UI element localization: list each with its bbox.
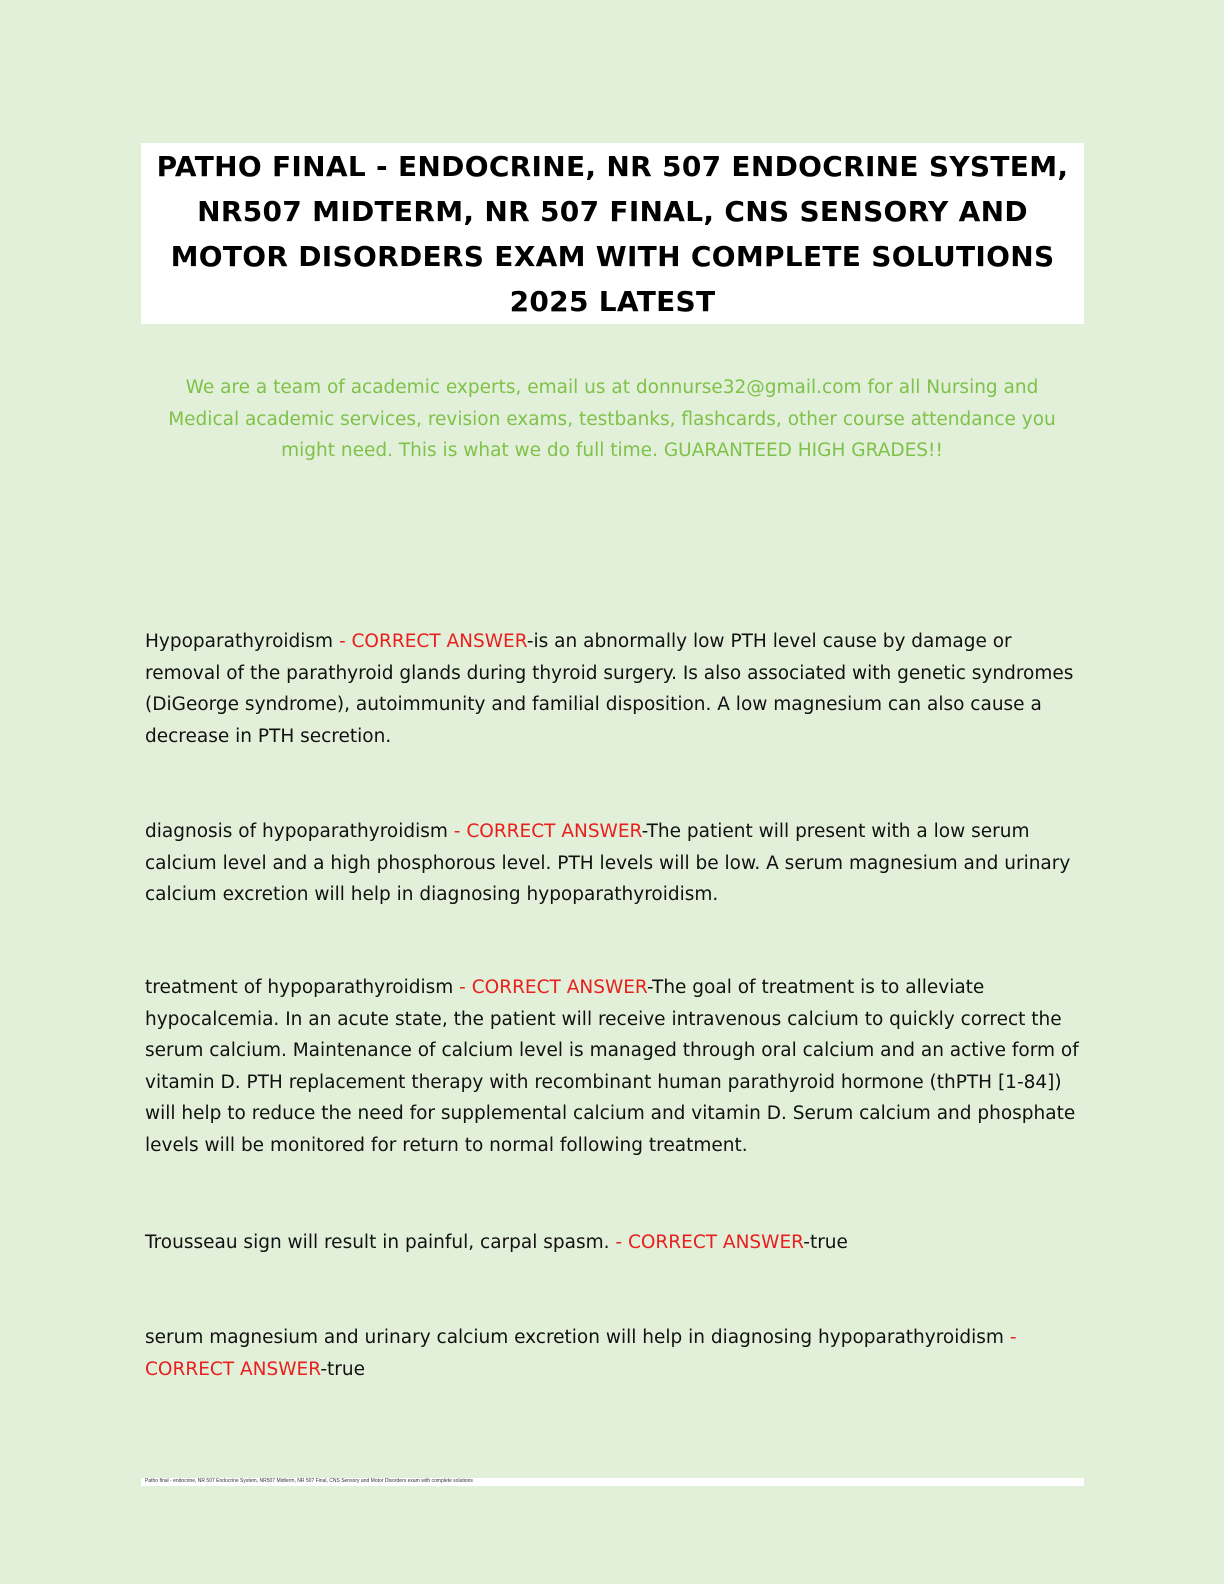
- correct-answer-marker: - CORRECT ANSWER: [333, 631, 527, 652]
- answer-text: -The goal of treatment is to alleviate hypocalcemia. In an acute state, the patient will receive intravenous calcium to quickly correct the serum calcium. Maintenance of calcium level is managed through oral calcium and an active form of vitamin D. PTH replacement therapy with recombinant human parathyroid hormone (thPTH [1-84]) will help to reduce the need for supplemental calcium and vitamin D. Serum calcium and phosphate levels will be monitored for return to normal following treatment.: [145, 977, 1079, 1156]
- promo-text: We are a team of academic experts, email us at donnurse32@gmail.com for all Nursing and Medical academic services, revision exams, testbanks, flashcards, other course attendance you might need. This is what we do full time. GUARANTEED HIGH GRADES!!: [168, 377, 1056, 461]
- qa-item: [145, 626, 1090, 752]
- question-text: diagnosis of hypoparathyroidism: [145, 821, 448, 842]
- document-title: PATHO FINAL - ENDOCRINE, NR 507 ENDOCRINE SYSTEM, NR507 MIDTERM, NR 507 FINAL, CNS SENSORY AND MOTOR DISORDERS EXAM WITH COMPLETE SOLUTIONS 2025 LATEST: [156, 149, 1069, 318]
- question-text: Hypoparathyroidism: [145, 631, 334, 652]
- title-box: [141, 143, 1084, 324]
- qa-item: [145, 972, 1090, 1161]
- footer-text: Patho final - endocrine, NR 507 Endocrine System, NR507 Midterm, NR 507 Final, CNS Sensory and Motor Disorders exam with complete solutions: [145, 1478, 473, 1484]
- correct-answer-marker: - CORRECT ANSWER: [453, 977, 648, 998]
- correct-answer-marker: - CORRECT ANSWER: [447, 821, 642, 842]
- correct-answer-marker: - CORRECT ANSWER: [609, 1232, 804, 1253]
- qa-item: [145, 816, 1090, 911]
- answer-text: -true: [803, 1232, 848, 1253]
- answer-text: -true: [320, 1358, 365, 1380]
- answer-text: -is an abnormally low PTH level cause by damage or removal of the parathyroid glands during thyroid surgery. Is also associated with genetic syndromes (DiGeorge syndrome), autoimmunity and familial disposition. A low magnesium can also cause a decrease in PTH secretion.: [145, 631, 1074, 747]
- qa-item: [145, 1227, 1090, 1259]
- question-text: Trousseau sign will result in painful, carpal spasm.: [145, 1232, 610, 1253]
- correct-answer-marker: - CORRECT ANSWER: [145, 1327, 1017, 1380]
- qa-item: [145, 1322, 1090, 1385]
- question-text: treatment of hypoparathyroidism: [145, 977, 454, 998]
- question-text: serum magnesium and urinary calcium excretion will help in diagnosing hypoparathyroidism: [145, 1327, 1004, 1348]
- answer-text: -The patient will present with a low serum calcium level and a high phosphorous level. PTH levels will be low. A serum magnesium and urinary calcium excretion will help in diagnosing hypoparathyroidism.: [145, 821, 1071, 905]
